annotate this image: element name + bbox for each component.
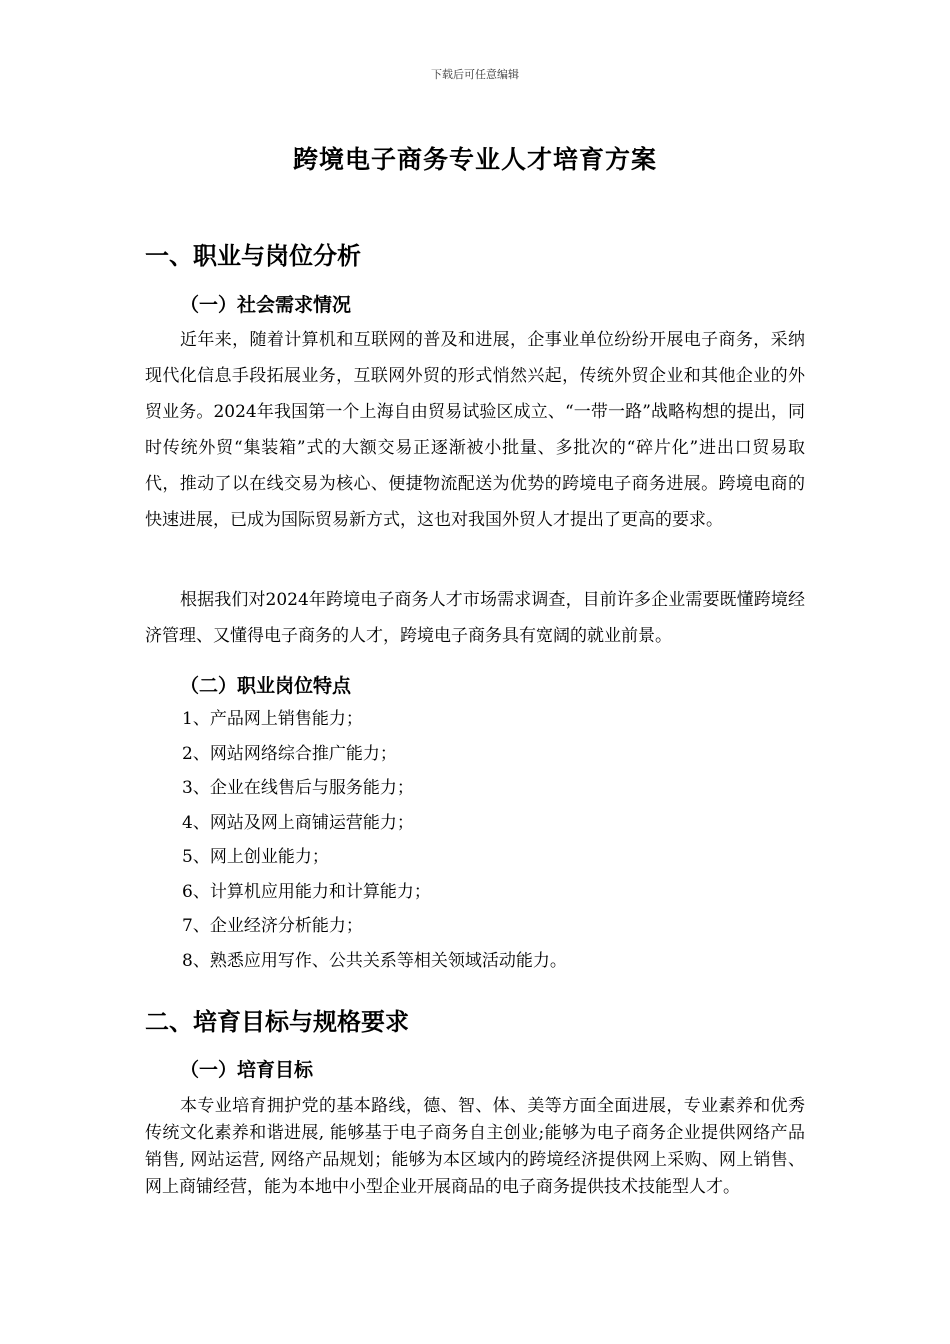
section-2-heading: 二、培育目标与规格要求 bbox=[145, 1008, 409, 1036]
section-1-2-heading: （二）职业岗位特点 bbox=[180, 675, 352, 697]
list-item: 5、网上创业能力； bbox=[182, 847, 329, 867]
list-item: 4、网站及网上商铺运营能力； bbox=[182, 812, 414, 833]
section-1-1-paragraph-1: 近年来，随着计算机和互联网的普及和进展，企事业单位纷纷开展电子商务，采纳现代化信息手段拓展业务，互联网外贸的形式悄然兴起，传统外贸企业和其他企业的外贸业务。2024年我国第一个上海自由贸易试验区成立、“一带一路”战略构想的提出，同时传统外贸“集装箱”式的大额交易正逐渐被小批量、多批次的“碎片化”进出口贸易取代，推动了以在线交易为核心、便捷物流配送为优势的跨境电子商务进展。跨境电商的快速进展，已成为国际贸易新方式，这也对我国外贸人才提出了更高的要求。 bbox=[145, 330, 805, 530]
section-1-1-paragraph-2: 根据我们对2024年跨境电子商务人才市场需求调查，目前许多企业需要既懂跨境经济管理、又懂得电子商务的人才，跨境电子商务具有宽阔的就业前景。 bbox=[145, 590, 805, 646]
section-1-1-heading: （一）社会需求情况 bbox=[180, 294, 352, 316]
section-2-1-heading: （一）培育目标 bbox=[180, 1059, 314, 1081]
list-item: 2、网站网络综合推广能力； bbox=[182, 743, 397, 764]
list-item: 3、企业在线售后与服务能力； bbox=[182, 778, 414, 798]
job-features-list bbox=[182, 702, 567, 978]
list-item: 6、计算机应用能力和计算能力； bbox=[182, 881, 431, 902]
list-item: 8、熟悉应用写作、公共关系等相关领域活动能力。 bbox=[182, 950, 567, 971]
section-2-1-paragraph-1: 本专业培育拥护党的基本路线，德、智、体、美等方面全面进展，专业素养和优秀传统文化素养和谐进展, 能够基于电子商务自主创业;能够为电子商务企业提供网络产品销售, 网站运营, 网络产品规划；能够为本区域内的跨境经济提供网上采购、网上销售、网上商铺经营，能为本地中小型企业开展商品的电子商务提供技术技能型人才。 bbox=[145, 1096, 805, 1197]
list-item: 7、企业经济分析能力； bbox=[182, 916, 363, 936]
header-note: 下载后可任意编辑 bbox=[431, 68, 519, 81]
list-item: 1、产品网上销售能力； bbox=[182, 709, 363, 729]
document-title: 跨境电子商务专业人才培育方案 bbox=[292, 145, 657, 174]
section-1-heading: 一、职业与岗位分析 bbox=[145, 242, 361, 270]
